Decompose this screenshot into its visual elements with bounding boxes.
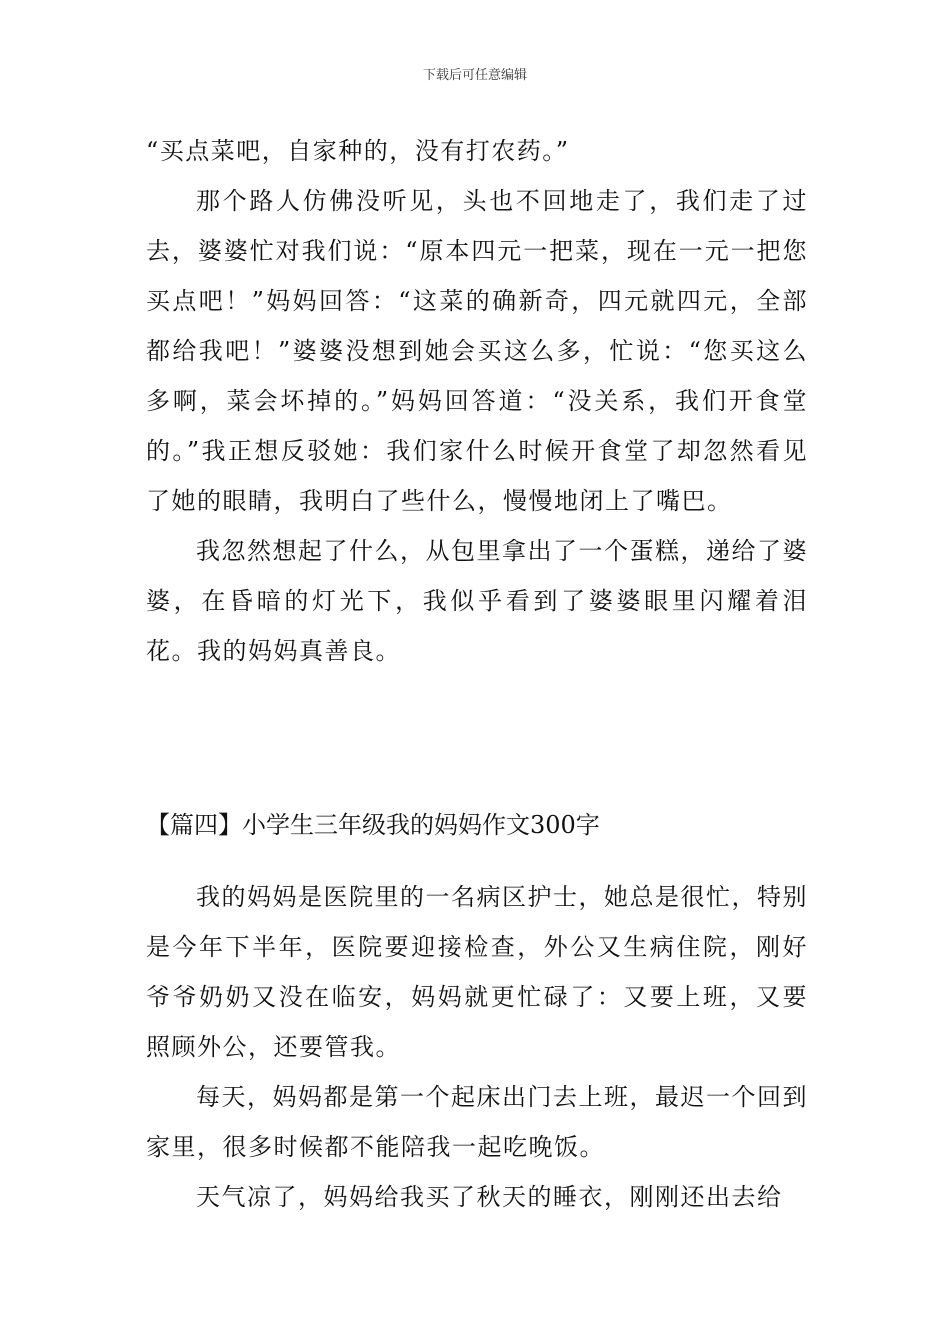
paragraph-nurse: 我的妈妈是医院里的一名病区护士，她总是很忙，特别是今年下半年，医院要迎接检查，外公又生病住院，刚好爷爷奶奶又没在临安，妈妈就更忙碌了：又要上班，又要照顾外公，还要管我。 — [146, 883, 808, 1061]
section-title: 【篇四】小学生三年级我的妈妈作文300字 — [146, 811, 600, 839]
story-part-one — [146, 126, 808, 676]
paragraph-cake: 我忽然想起了什么，从包里拿出了一个蛋糕，递给了婆婆，在昏暗的灯光下，我似乎看到了婆婆眼里闪耀着泪花。我的妈妈真善良。 — [146, 537, 808, 665]
paragraph-pajamas: 天气凉了，妈妈给我买了秋天的睡衣，刚刚还出去给 — [196, 1183, 783, 1211]
paragraph-daily: 每天，妈妈都是第一个起床出门去上班，最迟一个回到家里，很多时候都不能陪我一起吃晚饭。 — [146, 1083, 808, 1161]
paragraph-market: 那个路人仿佛没听见，头也不回地走了，我们走了过去，婆婆忙对我们说：“原本四元一把菜，现在一元一把您买点吧！”妈妈回答：“这菜的确新奇，四元就四元，全部都给我吧！”婆婆没想到她会买这么多，忙说：“您买这么多啊，菜会坏掉的。”妈妈回答道：“没关系，我们开食堂的。”我正想反驳她：我们家什么时候开食堂了却忽然看见了她的眼睛，我明白了些什么，慢慢地闭上了嘴巴。 — [146, 187, 808, 515]
story-part-two — [146, 872, 808, 1222]
paragraph-quote: “买点菜吧，自家种的，没有打农药。” — [146, 137, 570, 165]
page-header-note: 下载后可任意编辑 — [422, 68, 527, 83]
